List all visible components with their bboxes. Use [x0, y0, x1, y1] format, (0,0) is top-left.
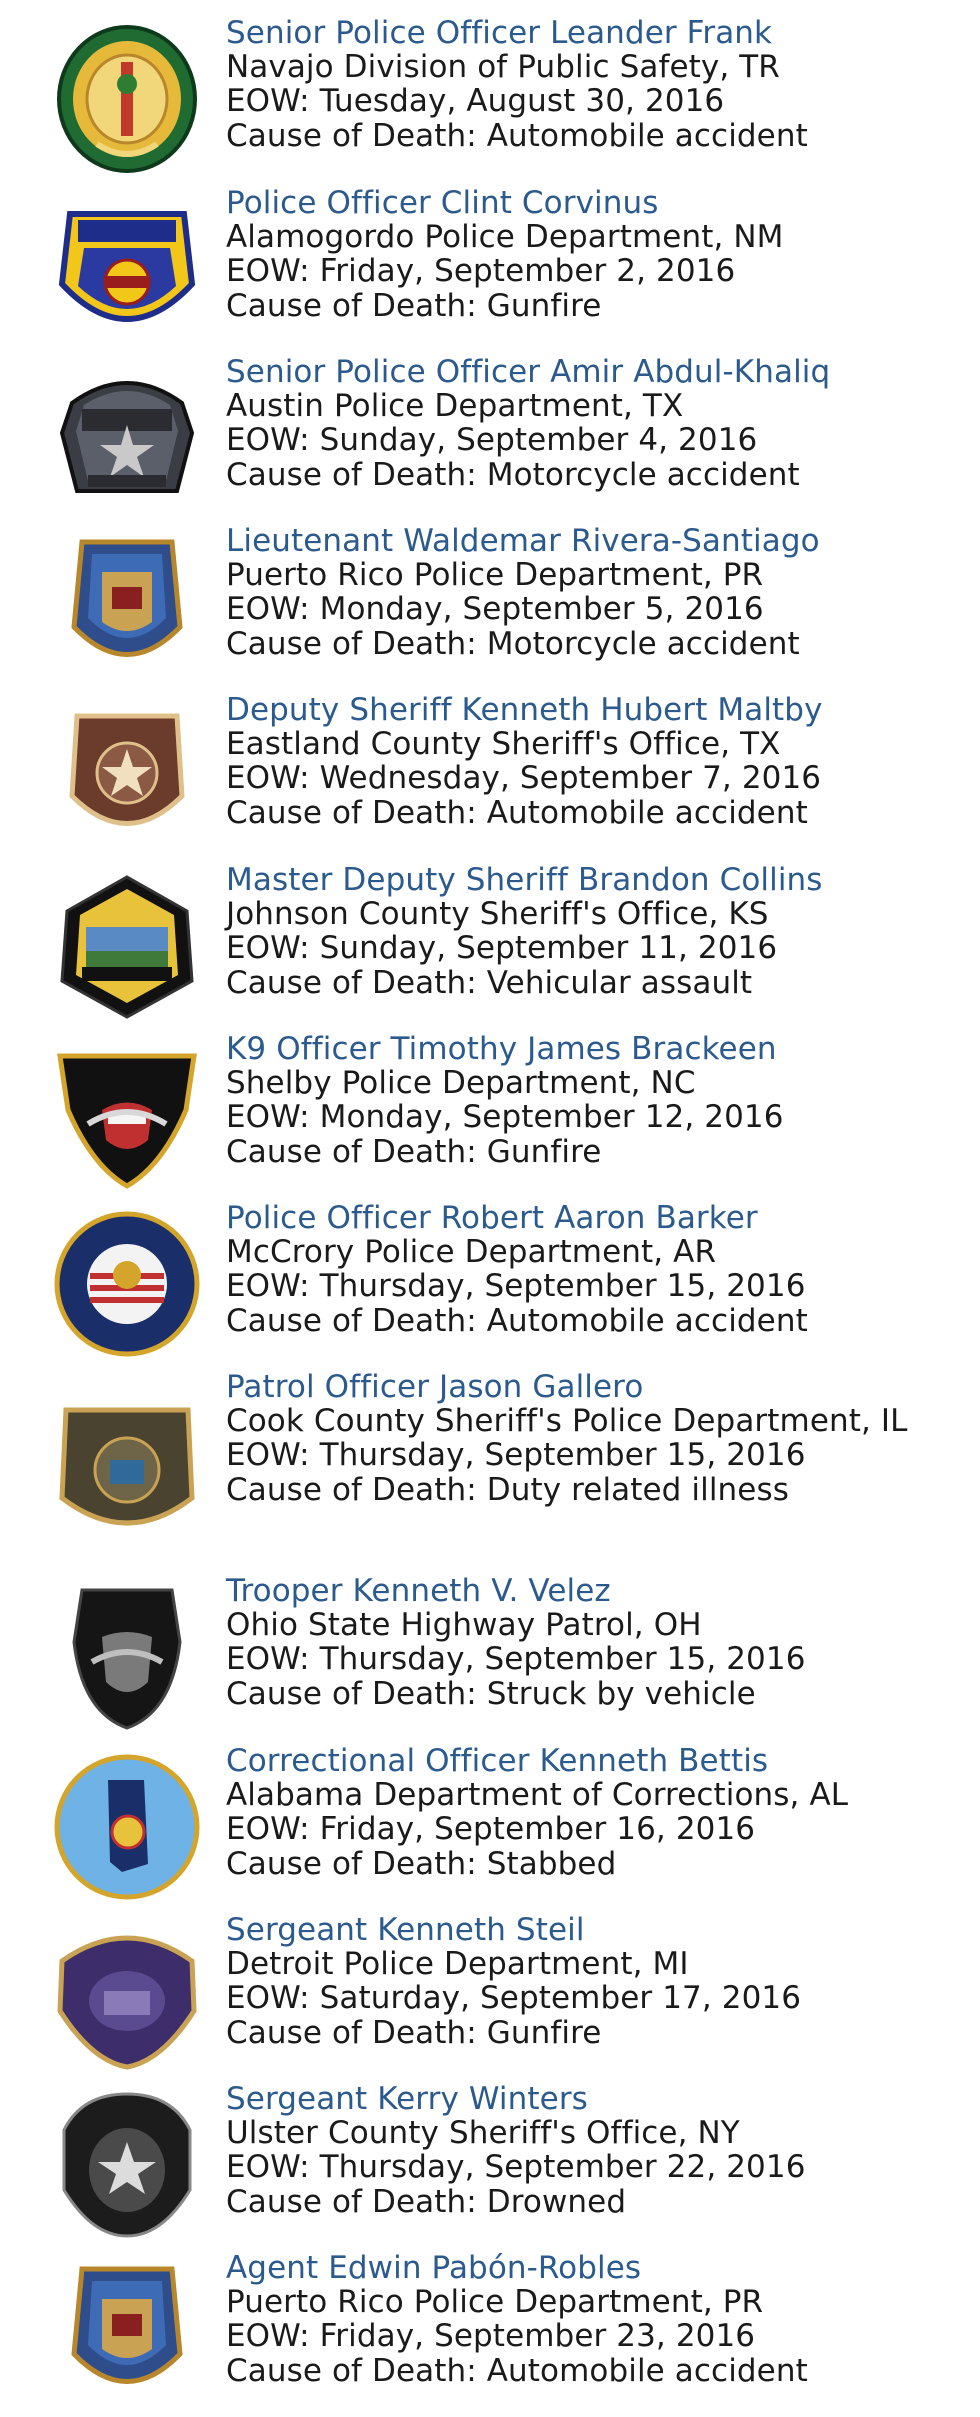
- officer-department: Cook County Sheriff's Police Department, IL: [226, 1403, 908, 1440]
- officer-name-link[interactable]: Sergeant Kerry Winters: [226, 2081, 588, 2117]
- officer-name-link[interactable]: Agent Edwin Pabón-Robles: [226, 2250, 642, 2286]
- end-of-watch-date: EOW: Thursday, September 15, 2016: [226, 1641, 806, 1678]
- end-of-watch-date: EOW: Sunday, September 4, 2016: [226, 422, 758, 459]
- austin-patch-icon[interactable]: [52, 363, 202, 513]
- officer-name-link[interactable]: Senior Police Officer Amir Abdul-Khaliq: [226, 354, 831, 390]
- officer-department: McCrory Police Department, AR: [226, 1234, 717, 1271]
- end-of-watch-date: EOW: Saturday, September 17, 2016: [226, 1980, 802, 2017]
- end-of-watch-date: EOW: Thursday, September 15, 2016: [226, 1268, 806, 1305]
- cause-of-death: Cause of Death: Automobile accident: [226, 117, 808, 154]
- officer-name-link[interactable]: Senior Police Officer Leander Frank: [226, 15, 773, 51]
- cause-of-death: Cause of Death: Duty related illness: [226, 1471, 789, 1508]
- eastland-patch-icon[interactable]: [52, 701, 202, 851]
- officer-department: Alabama Department of Corrections, AL: [226, 1777, 849, 1814]
- cause-of-death: Cause of Death: Vehicular assault: [226, 964, 753, 1001]
- officer-department: Johnson County Sheriff's Office, KS: [226, 896, 769, 933]
- shelby-patch-icon[interactable]: [52, 1040, 202, 1190]
- end-of-watch-date: EOW: Friday, September 23, 2016: [226, 2318, 756, 2355]
- end-of-watch-date: EOW: Sunday, September 11, 2016: [226, 930, 778, 967]
- officer-department: Detroit Police Department, MI: [226, 1946, 689, 1983]
- officer-department: Navajo Division of Public Safety, TR: [226, 49, 780, 86]
- officer-department: Shelby Police Department, NC: [226, 1065, 696, 1102]
- cause-of-death: Cause of Death: Automobile accident: [226, 1302, 808, 1339]
- cause-of-death: Cause of Death: Gunfire: [226, 1133, 602, 1170]
- end-of-watch-date: EOW: Wednesday, September 7, 2016: [226, 760, 822, 797]
- end-of-watch-date: EOW: Friday, September 2, 2016: [226, 253, 736, 290]
- end-of-watch-date: EOW: Friday, September 16, 2016: [226, 1811, 756, 1848]
- officer-name-link[interactable]: Lieutenant Waldemar Rivera-Santiago: [226, 523, 820, 559]
- mccrory-patch-icon[interactable]: [52, 1209, 202, 1359]
- officer-department: Puerto Rico Police Department, PR: [226, 2284, 764, 2321]
- cause-of-death: Cause of Death: Motorcycle accident: [226, 625, 800, 662]
- officer-department: Austin Police Department, TX: [226, 388, 684, 425]
- navajo-patch-icon[interactable]: [52, 24, 202, 174]
- officer-name-link[interactable]: Police Officer Clint Corvinus: [226, 185, 659, 221]
- cause-of-death: Cause of Death: Stabbed: [226, 1845, 617, 1882]
- officer-name-link[interactable]: Sergeant Kenneth Steil: [226, 1912, 585, 1948]
- officer-department: Ohio State Highway Patrol, OH: [226, 1607, 702, 1644]
- officer-name-link[interactable]: Correctional Officer Kenneth Bettis: [226, 1743, 769, 1779]
- detroit-patch-icon[interactable]: [52, 1921, 202, 2071]
- end-of-watch-date: EOW: Monday, September 12, 2016: [226, 1099, 784, 1136]
- ulster-county-patch-icon[interactable]: [52, 2090, 202, 2240]
- cause-of-death: Cause of Death: Struck by vehicle: [226, 1675, 756, 1712]
- cause-of-death: Cause of Death: Gunfire: [226, 287, 602, 324]
- cause-of-death: Cause of Death: Automobile accident: [226, 794, 808, 831]
- officer-department: Ulster County Sheriff's Office, NY: [226, 2115, 740, 2152]
- cause-of-death: Cause of Death: Drowned: [226, 2183, 627, 2220]
- alabama-corrections-patch-icon[interactable]: [52, 1752, 202, 1902]
- puerto-rico-patch-icon[interactable]: [52, 2259, 202, 2409]
- officer-name-link[interactable]: Deputy Sheriff Kenneth Hubert Maltby: [226, 692, 823, 728]
- officer-name-link[interactable]: Patrol Officer Jason Gallero: [226, 1369, 644, 1405]
- cause-of-death: Cause of Death: Motorcycle accident: [226, 456, 800, 493]
- cook-county-patch-icon[interactable]: [52, 1398, 202, 1548]
- officer-department: Alamogordo Police Department, NM: [226, 219, 784, 256]
- officer-name-link[interactable]: K9 Officer Timothy James Brackeen: [226, 1031, 777, 1067]
- johnson-county-patch-icon[interactable]: [52, 871, 202, 1021]
- end-of-watch-date: EOW: Thursday, September 22, 2016: [226, 2149, 806, 2186]
- end-of-watch-date: EOW: Monday, September 5, 2016: [226, 591, 764, 628]
- officer-name-link[interactable]: Trooper Kenneth V. Velez: [226, 1573, 611, 1609]
- officer-department: Eastland County Sheriff's Office, TX: [226, 726, 781, 763]
- cause-of-death: Cause of Death: Gunfire: [226, 2014, 602, 2051]
- officer-name-link[interactable]: Police Officer Robert Aaron Barker: [226, 1200, 758, 1236]
- end-of-watch-date: EOW: Thursday, September 15, 2016: [226, 1437, 806, 1474]
- end-of-watch-date: EOW: Tuesday, August 30, 2016: [226, 83, 725, 120]
- cause-of-death: Cause of Death: Automobile accident: [226, 2352, 808, 2389]
- officer-name-link[interactable]: Master Deputy Sheriff Brandon Collins: [226, 862, 823, 898]
- alamogordo-patch-icon[interactable]: [52, 194, 202, 344]
- officer-department: Puerto Rico Police Department, PR: [226, 557, 764, 594]
- ohio-patch-icon[interactable]: [52, 1582, 202, 1732]
- puerto-rico-patch-icon[interactable]: [52, 532, 202, 682]
